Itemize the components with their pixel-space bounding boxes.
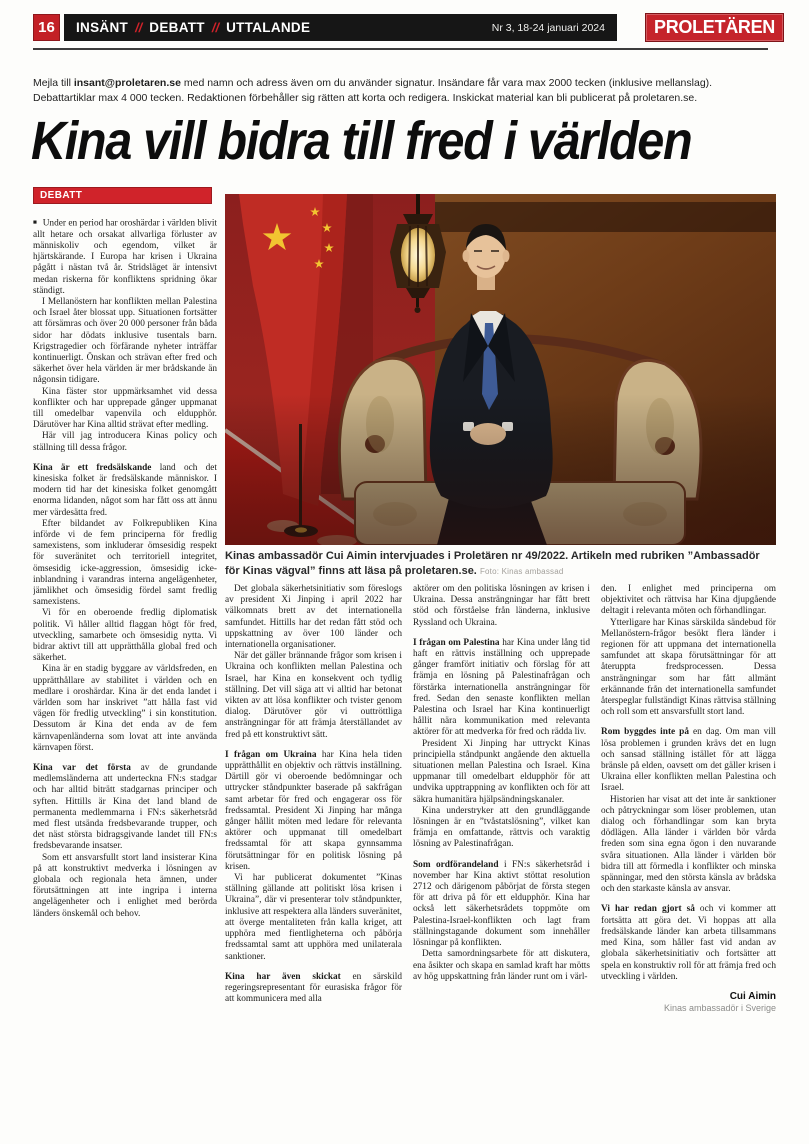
article-paragraph: Vi har redan gjort så och vi kommer att fortsätta att göra det. Vi hoppas att alla fredsälskande länder kan arbeta tillsammans med Kina, som håller fast vid andan av globala säkerhetsinitiativ och fortsätter att spela en konstruktiv roll för att främja fred och utveckling i världen. <box>601 904 776 982</box>
article-paragraph: President Xi Jinping har uttryckt Kinas principiella ståndpunkt angående den aktuella situationen mellan Palestina och Israel. Kina uppmanar till omedelbart eldupphör för att undvika upptrappning av konflikten och för att säkra humanitära hjälpsändningskanaler. <box>413 738 590 805</box>
floor-shadow <box>225 394 776 545</box>
article-paragraph: Kina var det första av de grundande medlemsländerna att underteckna FN:s stadgar och har alltid biträtt stadgarnas principer och syften. Hittills är Kina det land bland de permanenta medlemmarna i FN:s säkerhetsråd med flest utsända fredsbevarande trupper, och det näst största bidragsgivande landet till FN:s fredsbevarande insatser. <box>33 763 217 852</box>
signature <box>601 991 776 1014</box>
paragraph-lead: I frågan om Palestina <box>413 637 500 648</box>
article-photo <box>225 194 776 545</box>
section-header-bar <box>64 14 617 41</box>
paragraph-lead: Som ordförandeland <box>413 859 499 870</box>
article-paragraph: Kina fäster stor uppmärksamhet vid dessa konflikter och har upprepade gånger uppmanat till omedelbar vapenvila och eldupphör. Därutöver har Kina alltid strävat efter medling. <box>33 386 217 431</box>
signature-title: Kinas ambassadör i Sverige <box>663 1003 776 1014</box>
paragraph-start-marker: ■ <box>33 219 43 226</box>
paragraph-lead: Kina är ett fredsälskande <box>33 462 152 473</box>
paragraph-lead: Rom byggdes inte på <box>601 727 690 738</box>
article-headline: Kina vill bidra till fred i världen <box>31 111 692 171</box>
submission-note-text: med namn och adress även om du använder signatur. Insändare får vara max 2000 tecken (inklusive mellanslag). <box>180 77 713 89</box>
paragraph-lead: Kina var det första <box>33 763 131 774</box>
article-paragraph: Det globala säkerhetsinitiativ som föreslogs av president Xi Jinping i april 2022 har välkomnats brett av det internationella samfundet. Hittills har det redan fått stöd och uppskattning av över 100 länder och internationella organisationer. <box>225 584 402 651</box>
section-separator: // <box>211 20 220 35</box>
section-label: INSÄNT <box>76 20 129 35</box>
photo-illustration <box>225 194 776 545</box>
article-paragraph: I frågan om Palestina har Kina under lång tid haft en rättvis inställning och upprepade gånger framfört initiativ och förslag för att främja en lösning på Palestinafrågan och förstärka internationella ansträngningar för fred. Sedan den senaste konflikten mellan Palestina och Israel har Kina kontinuerligt hållit nära kommunikation med relevanta aktörer för att medverka för fred och rädda liv. <box>413 637 590 738</box>
article-paragraph: Här vill jag introducera Kinas policy och ställning till dessa frågor. <box>33 431 217 453</box>
section-label: DEBATT <box>149 20 205 35</box>
article-paragraph: Som ett ansvarsfullt stort land insisterar Kina på att konstruktivt medverka i lösningen av globala och regionala heta ämnen, under förutsättningen att inte ingripa i interna angelägenheter och i enlighet med berörda länders önskemål och behov. <box>33 852 217 919</box>
article-column-2 <box>225 584 402 1144</box>
article-paragraph: aktörer om den politiska lösningen av krisen i Ukraina. Dessa ansträngningar har fått brett stöd och förståelse från länderna, inklusive Ryssland och Ukraina. <box>413 584 590 628</box>
article-paragraph: Efter bildandet av Folkrepubliken Kina införde vi de fem principerna för fredlig samexistens, som inkluderar ömsesidig respekt för suveränitet och territoriell integritet, ömsesidig icke-aggression, ömsesidig icke-inblandning i varandras interna angelägenheter, jämlikhet och ömsesidig fördel samt fredlig samexistens. <box>33 518 217 608</box>
debatt-kicker: DEBATT <box>33 187 212 204</box>
paragraph-lead: I frågan om Ukraina <box>225 749 317 760</box>
section-label: UTTALANDE <box>226 20 311 35</box>
article-paragraph: Kina understryker att den grundläggande lösningen är en ”tvåstatslösning”, vilket kan främja en omfattande, rättvis och varaktig lösning av Palestinafrågan. <box>413 805 590 850</box>
article-paragraph: När det gäller brännande frågor som krisen i Ukraina och konflikten mellan Palestina och Israel, har Kina en konsekvent och tydlig ställning. Det vill säga att vi alltid har betonat vikten av att lösa konflikter och tvister genom dialog. Därutöver gör vi outtröttliga ansträngningar för att främja återställandet av fred på ett konstruktivt sätt. <box>225 651 402 740</box>
article-paragraph: I frågan om Ukraina har Kina hela tiden upprätthållit en objektiv och rättvis inställning. Därtill gör vi oberoende bedömningar och uttrycker ståndpunkter baserade på sakfrågan samt arbetar för fred och engagerar oss för fredssamtal. President Xi Jinping har många gånger hållit möten med ledare för relevanta aktörer och uppmanat till omedelbart fredssamtal för att skapa gynnsamma förutsättningar för en politisk lösning på krisen. <box>225 749 402 872</box>
submission-note-text: Mejla till <box>33 77 74 89</box>
header-divider <box>33 48 768 50</box>
article-paragraph: Historien har visat att det inte är sanktioner och påtryckningar som löser problemen, utan dialog och förhandlingar som kan bryta dödlägen. Alla länder i världen bör vårda freden som sina egna ögon i den nuvarande svåra situationen. Alla länder i världen bör bidra till att förmedla i konflikter och minska spänningar, med den största känsla av brådska och den starkaste känsla av ansvar. <box>601 794 776 895</box>
article-paragraph: Kina är en stadig byggare av världsfreden, en upprätthållare av stabilitet i världen och en medlare i oroshärdar. Kina är det enda landet i världen som har inskrivet ”att hålla fast vid vägen för fredlig utveckling” i sin konstitution. Dessutom är Kina det enda av de fem kärnvapenländerna som lovat att inte använda kärnvapen först. <box>33 664 217 753</box>
submission-note-text: Debattartiklar max 4 000 tecken. Redaktionen förbehåller sig rätten att korta och redigera. Inskickat material kan bli publicerat på proletaren.se. <box>33 92 698 104</box>
article-paragraph: I Mellanöstern har konflikten mellan Palestina och Israel åter blossat upp. Situationen fortsätter att försämras och över 20 000 personer från båda sidor har dödats inklusive tusentals barn. Krigstragedier och förfärande nyheter inträffar kontinuerligt. Önskan och strävan efter fred och säkerhet över hela världen är mer brådskande än någonsin tidigare. <box>33 296 217 386</box>
article-paragraph: Kina har även skickat en särskild regeringsrepresentant för eurasiska frågor för att kommunicera med alla <box>225 971 402 1005</box>
issue-date: Nr 3, 18-24 januari 2024 <box>491 21 605 34</box>
section-separator: // <box>135 20 143 35</box>
article-column-3 <box>413 584 590 1144</box>
article-paragraph: Kina är ett fredsälskande land och det kinesiska folket är fredsälskande människor. I modern tid har det kinesiska folket genomgått enorma lidanden, något som har fått oss att ännu mer värdesätta fred. <box>33 462 217 518</box>
photo-credit: Foto: Kinas ambassad <box>479 566 564 576</box>
photo-caption-text: Kinas ambassadör Cui Aimin intervjuades i Proletären nr 49/2022. Artikeln med rubriken ”Ambassadör för Kinas vägval” finns att läsa på proletaren.se. <box>225 550 760 577</box>
section-labels <box>76 20 310 35</box>
article-paragraph: Detta samordningsarbete för att diskutera, ena åsikter och skapa en samlad kraft har mötts av hög uppskattning från länder runt om i värl- <box>413 949 590 982</box>
signature-name: Cui Aimin <box>729 990 776 1002</box>
article-paragraph: Vi för en oberoende fredlig diplomatisk politik. Vi håller alltid flaggan högt för fred, utveckling, samarbete och ömsesidig nytta. Vi bidrar aktivt till att upprätthålla global fred och säkerhet. <box>33 608 217 664</box>
submission-email: insant@proletaren.se <box>73 77 181 89</box>
article-paragraph: Som ordförandeland i FN:s säkerhetsråd i november har Kina aktivt stöttat resolution 2712 och därigenom påbörjat de första stegen för att driva på för ett eldupphör. Kina har också lett säkerhetsrådets toppmöte om Palestina-Israel-konflikten och lagt fram ställningstagande dokument som innehåller lösningar på konflikten. <box>413 859 590 949</box>
article-paragraph: Rom byggdes inte på en dag. Om man vill lösa problemen i grunden krävs det en lugn och sansad ställning istället för att lägga bränsle på elden, oavsett om det gäller krisen i Ukraina eller konflikten mellan Palestina och Israel. <box>601 727 776 794</box>
photo-caption <box>225 549 776 579</box>
article-paragraph: Vi har publicerat dokumentet ”Kinas ställning gällande att politiskt lösa krisen i Ukraina”, där vi presenterar tolv ståndpunkter, inklusive att respektera alla länders suveränitet, att överge mentaliteten från kalla kriget, att upphöra med fientligheterna och påbörja fredssamtal samt att upphöra med unilaterala sanktioner. <box>225 873 402 962</box>
article-paragraph: ■ Under en period har oroshärdar i världen blivit allt hetare och orsakat allvarliga förluster av människoliv och egendom, vilket är hjärtskärande. I Europa har krisen i Ukraina pågått i nästan två år. Stridsläget är intensivt medan riskerna för konfliktens spridning ökar ständigt. <box>33 218 217 296</box>
article-column-1 <box>33 217 217 1132</box>
masthead-logo: PROLETÄREN <box>645 13 784 42</box>
paragraph-lead: Kina har även skickat <box>225 971 341 982</box>
page-number-badge: 16 <box>33 14 60 41</box>
submission-note <box>33 76 775 106</box>
paragraph-lead: Vi har redan gjort så <box>601 904 695 915</box>
article-paragraph: den. I enlighet med principerna om objektivitet och rättvisa har Kina djupgående deltagit i relevanta möten och förhandlingar. <box>601 584 776 617</box>
article-paragraph: Ytterligare har Kinas särskilda sändebud för Mellanöstern-frågor besökt flera länder i regionen för att uppmana det internationella samfundet att skapa förutsättningar för att återuppta fredsprocessen. Dessa ansträngningar som har fått allmänt erkännande från det internationella samfundet återspeglar fullständigt Kinas rättvisa ställning och roll som ett ansvarsfullt stort land. <box>601 617 776 718</box>
article-column-4 <box>601 584 776 1144</box>
